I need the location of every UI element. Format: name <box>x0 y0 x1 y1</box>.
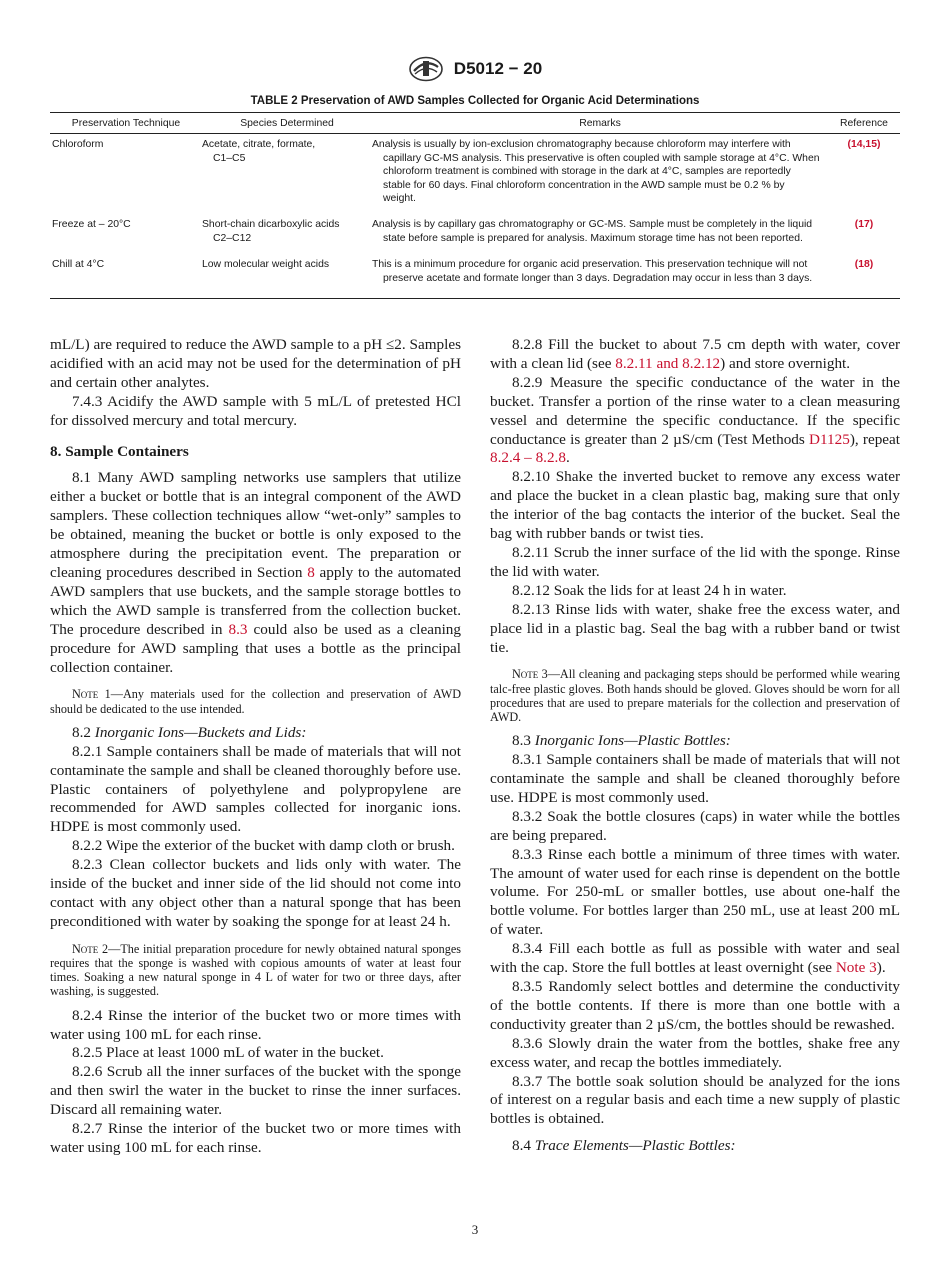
text: ), repeat <box>849 430 901 448</box>
paragraph-8-1 <box>50 469 461 677</box>
subsection-title: Trace Elements—Plastic Bottles: <box>534 1137 736 1155</box>
species-cell <box>202 218 372 258</box>
paragraph: mL/L) are required to reduce the AWD sample to a pH ≤2. Samples acidified with an acid may not be used for the determination of pH and certain other analytes. <box>50 336 461 391</box>
paragraph: 7.4.3 Acidify the AWD sample with 5 mL/L of pretested HCl for dissolved mercury and total mercury. <box>50 392 461 429</box>
text: could also be used as a cleaning procedure for AWD sampling that uses a bottle as the principal collection container. <box>50 620 461 676</box>
paragraph: 8.2.2 Wipe the exterior of the bucket with damp cloth or brush. <box>72 837 455 855</box>
subsection-number: 8.2 <box>72 723 95 741</box>
text: 8.3.4 Fill each bottle as full as possible with water and seal with the cap. Store the full bottles at least overnight (see <box>490 940 900 977</box>
species-text: Acetate, citrate, formate, <box>202 139 316 151</box>
paragraph: 8.3.3 Rinse each bottle a minimum of three times with water. The amount of water used for each rinse is dependent on the bottle volume. For 250-mL or smaller bottles, use about one-half the bottle volume. For bottles larger than 250 mL, use at least 200 mL of water. <box>490 845 900 939</box>
species-range: C2–C12 <box>213 232 252 244</box>
technique-cell: Freeze at – 20°C <box>52 219 131 231</box>
paragraph: 8.3.5 Randomly select bottles and determine the conductivity of the bottle contents. If there is more than one bottle with a conductivity greater than 2 µS/cm, the bottles should be rewashed. <box>490 978 900 1033</box>
remarks-cell: Analysis is usually by ion-exclusion chromatography because chloroform may interfere with capillary GC-MS analysis. This preservative is often coupled with sample storage at 4°C. When chloroform treatment is combined with storage in the dark at 4°C, samples are reportedly stable for 60 days. Final chloroform concentration in the AWD sample must be 0.2 % by weight. <box>372 139 820 205</box>
species-range: C1–C5 <box>213 152 246 164</box>
paragraph-8-2-9 <box>490 374 900 469</box>
paragraph: 8.2.4 Rinse the interior of the bucket two or more times with water using 100 mL for each rinse. <box>50 1006 461 1043</box>
preservation-table <box>50 112 900 299</box>
subsection-heading <box>490 1137 900 1156</box>
technique-cell: Chloroform <box>52 139 104 151</box>
note-3 <box>490 667 900 724</box>
section-link[interactable]: 8 <box>307 563 315 581</box>
paragraph: 8.2.11 Scrub the inner surface of the lid with the sponge. Rinse the lid with water. <box>490 543 900 580</box>
paragraph: 8.3.7 The bottle soak solution should be analyzed for the ions of interest on a regular basis and each time a new supply of plastic bottles is obtained. <box>490 1072 900 1128</box>
reference-link[interactable]: (17) <box>854 219 874 231</box>
reference-link[interactable]: (14,15) <box>847 139 881 151</box>
note-link[interactable]: Note 3 <box>835 959 877 977</box>
subsection-heading <box>50 724 461 743</box>
section-link[interactable]: 8.2.11 and 8.2.12 <box>615 354 721 372</box>
species-text: Low molecular weight acids <box>202 259 330 271</box>
section-heading: 8. Sample Containers <box>50 442 189 460</box>
astm-logo-icon <box>408 56 444 82</box>
paragraph: 8.2.3 Clean collector buckets and lids only with water. The inside of the bucket and inner side of the lid should not come into contact with any object other than a natural sponge that has been preconditioned with water by soaking the sponge for at least 24 h. <box>50 856 461 930</box>
table-row <box>50 218 900 258</box>
remarks-cell: This is a minimum procedure for organic acid preservation. This preservation technique will not preserve acetate and formate longer than 3 days. Degradation may occur in less than 3 days. <box>372 258 828 298</box>
paragraph: 8.2.13 Rinse lids with water, shake free the excess water, and place lid in a plastic bag. Seal the bag with a rubber band or twist tie. <box>490 600 900 656</box>
column-header: Remarks <box>372 113 828 134</box>
paragraph: 8.2.6 Scrub all the inner surfaces of the bucket with the sponge and then swirl the water in the bucket to rinse the inner surfaces. Discard all remaining water. <box>50 1063 461 1119</box>
paragraph: 8.2.12 Soak the lids for at least 24 h in water. <box>512 581 787 599</box>
paragraph: 8.3.6 Slowly drain the water from the bottles, shake free any excess water, and recap the bottles immediately. <box>490 1034 900 1071</box>
subsection-title: Inorganic Ions—Buckets and Lids: <box>94 723 307 741</box>
page-number: 3 <box>471 1222 479 1237</box>
table-row <box>50 258 900 298</box>
table-caption: TABLE 2 Preservation of AWD Samples Collected for Organic Acid Determinations <box>250 95 700 107</box>
paragraph: 8.2.7 Rinse the interior of the bucket two or more times with water using 100 mL for each rinse. <box>50 1120 461 1156</box>
left-column <box>50 336 461 1158</box>
document-number: D5012 − 20 <box>453 59 543 78</box>
note-text: —Any materials used for the collection and preservation of AWD should be dedicated to the use intended. <box>50 687 462 716</box>
technique-cell: Chill at 4°C <box>50 258 202 298</box>
subsection-title: Inorganic Ions—Plastic Bottles: <box>534 732 731 750</box>
note-text: —The initial preparation procedure for newly obtained natural sponges requires that the sponge is washed with copious amounts of water at least four times. Soaking a new natural sponge in 4 L of water for two or three days, after washing, is suggested. <box>50 941 461 999</box>
note-2 <box>50 942 461 999</box>
standard-link[interactable]: D1125 <box>809 430 850 448</box>
subsection-number: 8.4 <box>512 1137 535 1155</box>
paragraph-8-2-8 <box>490 336 900 374</box>
page-header <box>0 56 950 84</box>
section-link[interactable]: 8.3 <box>228 620 248 638</box>
species-cell <box>202 134 372 219</box>
note-1 <box>50 687 461 715</box>
column-header: Species Determined <box>202 113 372 134</box>
note-label: Note 1 <box>72 687 111 702</box>
text: 8.2.8 Fill the bucket to about 7.5 cm depth with water, cover with a clean lid (see <box>490 336 900 372</box>
column-header: Preservation Technique <box>50 113 202 134</box>
paragraph: 8.2.1 Sample containers shall be made of materials that will not contaminate the sample and shall be cleaned thoroughly before use. Plastic containers of polyethylene and polypropylene are recommended for AWD samples collected for inorganic ions. HDPE is most commonly used. <box>50 742 461 836</box>
paragraph: 8.3.2 Soak the bottle closures (caps) in water while the bottles are being prepared. <box>490 807 900 844</box>
table-header-row <box>50 113 900 134</box>
subsection-heading <box>490 732 900 751</box>
paragraph: 8.2.5 Place at least 1000 mL of water in the bucket. <box>72 1044 384 1062</box>
text: 8.2.9 Measure the specific conductance of the water in the bucket. Transfer a portion of the rinse water to a clean measuring vessel and determine the specific conductance. If the specific conductance is greater than 2 µS/cm (Test Methods <box>490 373 900 448</box>
subsection-number: 8.3 <box>512 732 535 750</box>
right-column <box>490 336 900 1156</box>
column-header: Reference <box>828 113 900 134</box>
note-text: —All cleaning and packaging steps should be performed while wearing talc-free plastic gloves. Both hands should be gloved. Gloves should be worn for all procedures that are used to prepare materials for the collection and preservation of AWD. <box>490 667 900 725</box>
table-row <box>50 134 900 219</box>
species-cell <box>202 258 372 298</box>
reference-link[interactable]: (18) <box>828 258 900 298</box>
text: ). <box>876 959 886 977</box>
note-label: Note 2 <box>72 941 109 956</box>
paragraph: 8.2.10 Shake the inverted bucket to remove any excess water and place the bucket in a clean plastic bag, making sure that only the interior of the bag contacts the interior of the bucket. Seal the bag with rubber bands or twist ties. <box>490 468 900 543</box>
text: . <box>565 449 570 467</box>
section-link[interactable]: 8.2.4 – 8.2.8 <box>490 449 566 467</box>
text: apply to the automated AWD samplers that use buckets, and the sample storage bottles to which the AWD sample is transferred from the collection bucket. The procedure described in <box>50 563 461 638</box>
paragraph: 8.3.1 Sample containers shall be made of materials that will not contaminate the sample and shall be cleaned thoroughly before use. HDPE is most commonly used. <box>490 751 900 806</box>
text: ) and store overnight. <box>720 354 851 372</box>
remarks-cell: Analysis is by capillary gas chromatography or GC-MS. Sample must be completely in the liquid state before sample is prepared for analysis. Maximum storage time has not been reported. <box>372 219 813 244</box>
species-text: Short-chain dicarboxylic acids <box>202 219 340 231</box>
text: 8.1 Many AWD sampling networks use samplers that utilize either a bucket or bottle that is an integral component of the AWD samplers. These collection techniques allow “wet-only” samples to be obtained, meaning the bucket or bottle is only exposed to the atmosphere during the precipitation event. The preparation or cleaning procedures described in Section <box>50 469 461 581</box>
paragraph-8-3-4 <box>490 940 900 978</box>
note-label: Note 3 <box>512 667 548 682</box>
